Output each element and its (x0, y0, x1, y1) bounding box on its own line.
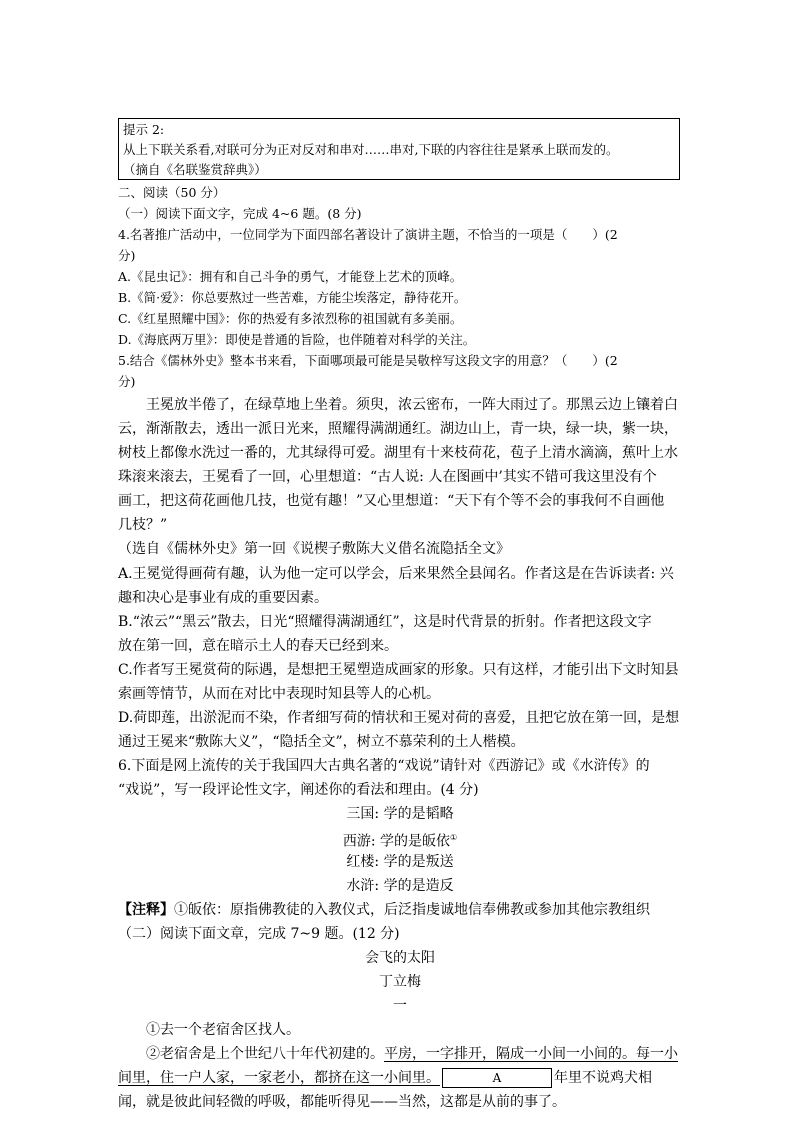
q6-stem-cont: “戏说”，写一段评论性文字，阐述你的看法和理由。(4 分) (118, 782, 479, 798)
hint-source: （摘自《名联鉴赏辞典》） (123, 162, 267, 177)
passage-source: （选自《儒林外史》第一回《说楔子敷陈大义借名流隐括全文》 (118, 541, 510, 557)
article-title: 会飞的太阳 (365, 950, 435, 966)
passage-line: 树枝上都像水洗过一番的，尤其绿得可爱。湖里有十来枝荷花，苞子上清水滴滴，蕉叶上水 (118, 445, 678, 461)
q4-stem: 4.名著推广活动中，一位同学为下面四部名著设计了演讲主题，不恰当的一项是（ ）(2 (118, 227, 618, 242)
part2-heading: （二）阅读下面文章，完成 7~9 题。(12 分) (118, 926, 400, 942)
q5-option-d: D.荷即莲，出淤泥而不染，作者细写荷的情状和王冕对荷的喜爱，且把它放在第一回，是想 (118, 710, 680, 726)
q6-line-shuihu: 水浒: 学的是造反 (346, 878, 454, 894)
passage-line: 珠滚来滚去，王冕看了一回，心里想道：“古人说: 人在图画中’其实不错可我这里没有个 (118, 469, 657, 485)
q4-option-d: D.《海底两万里》：即使是普通的旨险，也伴随着对科学的关注。 (118, 332, 476, 347)
q5-option-b: B.“浓云”“黑云”散去，日光“照耀得满湖通红”，这是时代背景的折射。作者把这段文字 (118, 614, 652, 630)
note-text: ①皈依：原指佛教徒的入教仪式，后泛指虔诚地信奉佛教或参加其他宗教组织 (174, 902, 650, 918)
hint-title: 提示 2: (123, 122, 165, 137)
passage-line: 画工，把这荷花画他几技，也觉有趣！”又心里想道：“天下有个等不会的事我何不自画他 (118, 493, 665, 509)
hint-box (118, 118, 680, 180)
q5-option-c-cont: 索画等情节，从而在对比中表现时知县等人的心机。 (118, 686, 440, 702)
q6-line-honglou: 红楼: 学的是叛送 (346, 854, 454, 870)
q5-option-a: A.王冕觉得画荷有趣，认为他一定可以学会，后来果然全县闻名。作者这是在告诉读者: 兴 (118, 566, 674, 582)
q6-note (118, 898, 650, 922)
passage-line: 王冕放半倦了，在绿草地上坐着。须臾，浓云密布，一阵大雨过了。那黑云边上镶着白 (118, 397, 678, 413)
article-para-1: ①去一个老宿舍区找人。 (118, 1022, 300, 1038)
q5-option-d-cont: 通过王冕来“敷陈大义”，“隐括全文”，树立不慕荣利的土人楷模。 (118, 734, 525, 750)
passage-line: 云，渐渐散去，透出一派日光来，照耀得满湖通红。湖边山上，青一块，绿一块，紫一块， (118, 421, 678, 437)
footnote-mark: ① (450, 833, 458, 842)
section-heading: 二、阅读（50 分） (118, 185, 226, 200)
q4-option-b: B.《简·爱》：你总要熬过一些苦难，方能尘埃落定，静待花开。 (118, 290, 467, 305)
q6-line-sanguo: 三国: 学的是韬略 (346, 806, 454, 822)
q5-stem-cont: 分) (118, 374, 136, 389)
q6-line-xiyou: 西游: 学的是皈依① (342, 833, 458, 850)
article-para-2-end: 闻，就是彼此间轻微的呼吸，都能听得见——当然，这都是从前的事了。 (118, 1094, 566, 1110)
hint-text: 从上下联关系看,对联可分为正对反对和串对……串对,下联的内容往往是紧承上联而发的。 (123, 142, 619, 157)
article-author: 丁立梅 (379, 974, 421, 990)
q5-option-c: C.作者写王冕赏荷的际遇，是想把王冕塑造成画家的形象。只有这样，才能引出下文时知县 (118, 662, 679, 678)
q4-option-a: A.《昆虫记》：拥有和自己斗争的勇气，才能登上艺术的顶峰。 (118, 269, 463, 284)
q4-stem-cont: 分) (118, 248, 136, 263)
article-para-2-cont: 间里，住一户人家，一家老小，都挤在这一小间里。 A 年里不说鸡犬相 (118, 1070, 652, 1086)
passage-line: 几枝？” (118, 517, 168, 533)
q5-stem: 5.结合《儒林外史》整本书来看，下面哪项最可能是吴敬梓写这段文字的用意？（ ）(2 (118, 353, 618, 368)
q5-option-b-cont: 放在第一回，意在暗示土人的春天已经到来。 (118, 638, 398, 654)
q6-stem: 6.下面是网上流传的关于我国四大古典名著的“戏说”请针对《西游记》或《水浒传》的 (118, 758, 650, 774)
q4-option-c: C.《红星照耀中国》：你的热爱有多浓烈称的祖国就有多美丽。 (118, 311, 463, 326)
part1-heading: （一）阅读下面文字，完成 4~6 题。(8 分) (118, 206, 362, 221)
q5-option-a-cont: 趣和决心是事业有成的重要因素。 (118, 590, 328, 606)
blank-a-box: A (442, 1068, 552, 1088)
article-para-2: ②老宿舍是上个世纪八十年代初建的。平房，一字排开，隔成一小间一小间的。每一小 (118, 1046, 678, 1062)
note-label: 【注释】 (118, 902, 174, 918)
article-section-mark: 一 (393, 998, 407, 1014)
